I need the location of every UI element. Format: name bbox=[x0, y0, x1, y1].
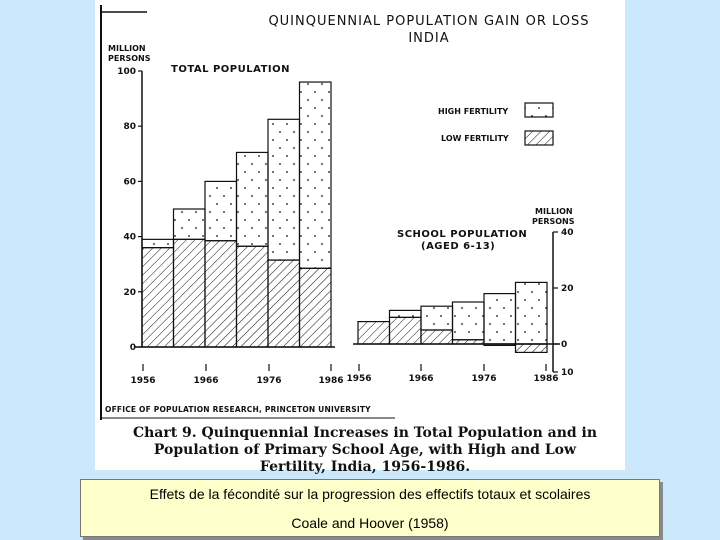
left-ytick-label: 20 bbox=[123, 287, 136, 298]
footer-citation: Coale and Hoover (1958) bbox=[291, 515, 449, 531]
legend-low-swatch bbox=[525, 131, 553, 145]
left-panel-label: TOTAL POPULATION bbox=[171, 64, 290, 75]
right-bar-low bbox=[358, 322, 390, 344]
office-credit: OFFICE OF POPULATION RESEARCH, PRINCETON UNIVERSITY bbox=[105, 405, 371, 414]
footer-title: Effets de la fécondité sur la progression des effectifs totaux et scolaires bbox=[149, 486, 591, 502]
right-panel-sublabel: (AGED 6-13) bbox=[421, 241, 496, 252]
left-bar-low bbox=[300, 268, 332, 347]
left-bar-low bbox=[142, 248, 174, 347]
left-xtick-label: 1956 bbox=[130, 376, 156, 386]
legend bbox=[438, 103, 553, 145]
left-ytick-label: 0 bbox=[129, 343, 136, 353]
right-bar-high bbox=[453, 302, 485, 340]
right-bar-low bbox=[390, 317, 422, 344]
left-bar-high bbox=[205, 181, 237, 240]
left-bar-high bbox=[142, 239, 174, 247]
left-bar-high bbox=[174, 209, 206, 239]
left-bar-high bbox=[237, 152, 269, 246]
right-bar-low bbox=[453, 340, 485, 344]
right-ytick-label: 40 bbox=[561, 228, 574, 238]
left-ylabel-line2: PERSONS bbox=[108, 54, 151, 63]
figure-caption: Chart 9. Quinquennial Increases in Total Population and in Population of Primary School Age, with High and Low Fertility, India, 1956-1986. bbox=[132, 425, 598, 475]
chart-title: QUINQUENNIAL POPULATION GAIN OR LOSS bbox=[268, 14, 590, 29]
right-x-axis bbox=[346, 364, 558, 384]
right-bar-low bbox=[421, 330, 453, 344]
right-bars bbox=[358, 282, 547, 352]
right-ylabel-line1: MILLION bbox=[535, 207, 573, 216]
right-bar-high bbox=[516, 282, 548, 344]
right-bar-high bbox=[484, 294, 516, 344]
scanned-figure bbox=[95, 0, 625, 475]
legend-low-label: LOW FERTILITY bbox=[441, 134, 509, 143]
chart-svg bbox=[95, 0, 625, 470]
left-ytick-label: 80 bbox=[123, 122, 136, 133]
left-bar-low bbox=[268, 260, 300, 347]
left-xtick-label: 1986 bbox=[318, 376, 344, 386]
legend-high-swatch bbox=[525, 103, 553, 117]
left-bar-low bbox=[174, 239, 206, 347]
left-ytick-label: 60 bbox=[123, 177, 136, 188]
footer-box bbox=[80, 479, 660, 537]
right-panel-label: SCHOOL POPULATION bbox=[397, 229, 528, 240]
left-bars bbox=[142, 82, 331, 347]
right-ytick-label: 10 bbox=[561, 368, 574, 378]
left-xtick-label: 1976 bbox=[256, 376, 282, 386]
right-bar-low bbox=[484, 344, 516, 345]
right-bar-high bbox=[421, 306, 453, 330]
right-xtick-label: 1976 bbox=[471, 374, 497, 384]
left-xtick-label: 1966 bbox=[193, 376, 219, 386]
left-x-axis bbox=[130, 364, 343, 386]
left-bar-high bbox=[300, 82, 332, 268]
right-ytick-label: 20 bbox=[561, 284, 574, 294]
left-ylabel-line1: MILLION bbox=[108, 44, 146, 53]
right-ytick-label: 0 bbox=[561, 340, 568, 350]
left-bar-low bbox=[237, 246, 269, 347]
right-bar-low bbox=[516, 344, 548, 352]
right-xtick-label: 1966 bbox=[408, 374, 434, 384]
right-ylabel-line2: PERSONS bbox=[532, 217, 575, 226]
right-xtick-label: 1956 bbox=[346, 374, 372, 384]
right-bar-high bbox=[390, 310, 422, 317]
left-bar-high bbox=[268, 119, 300, 260]
left-ytick-label: 40 bbox=[123, 232, 136, 243]
right-xtick-label: 1986 bbox=[533, 374, 559, 384]
left-bar-low bbox=[205, 241, 237, 347]
chart-subtitle: INDIA bbox=[408, 31, 450, 46]
left-ytick-label: 100 bbox=[117, 67, 136, 77]
legend-high-label: HIGH FERTILITY bbox=[438, 107, 509, 116]
